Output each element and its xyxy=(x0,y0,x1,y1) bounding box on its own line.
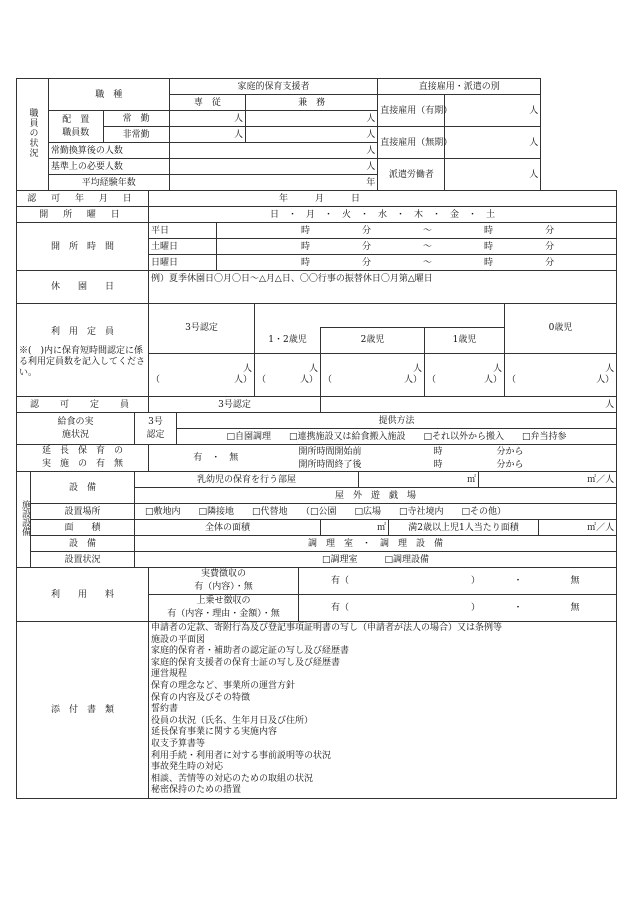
attachment-item: 収支予算書等 xyxy=(151,738,206,749)
attachments-label: 添 付 書 類 xyxy=(17,622,149,799)
capacity-cert3: 3号認定 xyxy=(149,304,255,354)
attachment-item: 事故発生時の対応 xyxy=(151,762,224,773)
hijoukin-kennmu-value[interactable]: 人 xyxy=(246,127,378,143)
meals-method-header: 提供方法 xyxy=(177,413,617,429)
staff-table xyxy=(16,78,616,191)
saturday-hours[interactable]: 時 分 ～ 時 分 xyxy=(217,239,617,255)
cook-equipment-header: 調 理 室 ・ 調 理 設 備 xyxy=(135,536,617,552)
haichi-label: 配 置 職員数 xyxy=(48,111,103,143)
convert-value[interactable]: 人 xyxy=(169,143,378,159)
age2-header: 2歳児 xyxy=(321,328,425,354)
fees-actual-label: 実費徴収の 有（内容）・無 xyxy=(149,568,299,595)
extended-after[interactable]: 開所時間終了後 時 分から xyxy=(283,458,617,472)
approved-capacity-value[interactable]: 人 xyxy=(321,397,617,413)
direct-unfixed-value[interactable]: 人 xyxy=(445,127,541,159)
convert-label: 常勤換算後の人数 xyxy=(48,143,169,159)
holiday-example[interactable]: 例）夏季休園日〇月〇日～△月△日、〇〇行事の振替休日〇月第△曜日 xyxy=(149,271,617,304)
sunday-hours[interactable]: 時 分 ～ 時 分 xyxy=(217,255,617,271)
staff-section-label: 職員の状況 xyxy=(17,79,49,191)
haken-label: 派遣労働者 xyxy=(378,159,445,191)
age1-header: 1歳児 xyxy=(425,328,505,354)
extended-yesno[interactable]: 有 ・ 無 xyxy=(149,445,283,472)
capacity-age12-value[interactable]: 人 （ 人） xyxy=(255,353,321,396)
sunday-label: 日曜日 xyxy=(149,255,217,271)
approval-date-label: 認 可 年 月 日 xyxy=(17,191,149,207)
capacity-age2-value[interactable]: 人 （ 人） xyxy=(321,353,425,396)
status-label: 設置状況 xyxy=(31,552,135,568)
required-value[interactable]: 人 xyxy=(169,159,378,175)
saturday-label: 土曜日 xyxy=(149,239,217,255)
fees-label: 利 用 料 xyxy=(17,568,149,622)
approval-date-value[interactable]: 年 月 日 xyxy=(149,191,617,207)
facility-section-label: 施設設備 xyxy=(17,472,31,568)
direct-fixed-label: 直接雇用（有期） xyxy=(378,95,445,127)
senju-header: 専 従 xyxy=(169,95,245,111)
haken-value[interactable]: 人 xyxy=(445,159,541,191)
attachment-item: 延長保育事業に関する実施内容 xyxy=(151,727,278,738)
avg-years-label: 平均経験年数 xyxy=(48,175,169,191)
fees-table xyxy=(16,567,617,799)
main-table xyxy=(16,190,617,568)
location-label: 設置場所 xyxy=(31,504,135,520)
over2-area-label: 満2歳以上児1人当たり面積 xyxy=(389,520,539,536)
hijoukin-label: 非常勤 xyxy=(103,127,169,143)
open-days-value[interactable]: 日 ・ 月 ・ 火 ・ 水 ・ 木 ・ 金 ・ 土 xyxy=(149,207,617,223)
total-area-value[interactable]: ㎡ xyxy=(321,520,389,536)
holiday-label: 休 園 日 xyxy=(17,271,149,304)
open-hours-label: 開 所 時 間 xyxy=(17,223,149,271)
infant-room-label: 乳幼児の保育を行う部屋 xyxy=(135,472,359,488)
outdoor-label: 屋 外 遊 戯 場 xyxy=(135,488,617,504)
kateiteki-header: 家庭的保育支援者 xyxy=(169,79,378,95)
open-days-label: 開 所 曜 日 xyxy=(17,207,149,223)
location-options[interactable]: □敷地内 □隣接地 □代替地 （□公園 □広場 □寺社境内 □その他） xyxy=(135,504,617,520)
attachment-item: 申請者の定款、寄附行為及び登記事項証明書の写し（申請者が法人の場合）又は条例等 xyxy=(151,623,503,633)
approved-capacity-label: 認 可 定 員 xyxy=(17,397,149,413)
attachment-item: 施設の平面図 xyxy=(151,634,206,645)
attachment-item: 利用手続・利用者に対する事前説明等の状況 xyxy=(151,750,332,761)
required-label: 基準上の必要人数 xyxy=(48,159,169,175)
meals-label: 給食の実 施状況 xyxy=(17,413,135,445)
area-label: 面 積 xyxy=(31,520,135,536)
capacity-cert3-value[interactable]: 人 （ 人） xyxy=(149,353,255,396)
attachment-item: 相談、苦情等の対応のための取組の状況 xyxy=(151,773,314,784)
attachment-item: 保育の理念など、事業所の運営方針 xyxy=(151,680,296,691)
meals-cert: 3号 認定 xyxy=(135,413,177,445)
application-form xyxy=(16,78,616,799)
capacity-note: ※( )内に保育短時間認定に係る利用定員数を記入してください。 xyxy=(19,346,146,378)
cook-equipment-label: 設 備 xyxy=(31,536,135,552)
joukin-senju-value[interactable]: 人 xyxy=(169,111,245,127)
attachment-item: 誓約書 xyxy=(151,704,179,715)
approved-capacity-cert3: 3号認定 xyxy=(149,397,321,413)
capacity-label: 利 用 定 員 xyxy=(50,327,114,337)
equipment-label: 設 備 xyxy=(31,472,135,504)
status-options[interactable]: □調理室 □調理設備 xyxy=(135,552,617,568)
attachment-item: 家庭的保育者・補助者の認定証の写し及び経歴書 xyxy=(151,646,350,657)
fees-extra-value[interactable]: 有（ ） ・ 無 xyxy=(299,595,617,622)
weekday-hours[interactable]: 時 分 ～ 時 分 xyxy=(217,223,617,239)
attachment-item: 家庭的保育支援者の保育士証の写し及び経歴書 xyxy=(151,657,341,668)
avg-years-value[interactable]: 年 xyxy=(169,175,378,191)
direct-fixed-value[interactable]: 人 xyxy=(445,95,541,127)
extended-label: 延 長 保 育 の 実 施 の 有 無 xyxy=(17,445,149,472)
attachment-item: 秘密保持のための措置 xyxy=(151,785,242,796)
weekday-label: 平日 xyxy=(149,223,217,239)
fees-extra-label: 上乗せ徴収の 有（内容・理由・金額）・無 xyxy=(149,595,299,622)
total-area-label: 全体の面積 xyxy=(135,520,321,536)
infant-room-per[interactable]: ㎡／人 xyxy=(479,472,617,488)
capacity-age0-value[interactable]: 人 （ 人） xyxy=(505,353,617,396)
fees-actual-value[interactable]: 有（ ） ・ 無 xyxy=(299,568,617,595)
attachment-item: 役員の状況（氏名、生年月日及び住所） xyxy=(151,715,314,726)
age0-header: 0歳児 xyxy=(505,304,617,354)
infant-room-area[interactable]: ㎡ xyxy=(359,472,479,488)
capacity-label-cell xyxy=(17,304,149,397)
attachments-list xyxy=(149,622,617,799)
hijoukin-senju-value[interactable]: 人 xyxy=(169,127,245,143)
kennmu-header: 兼 務 xyxy=(246,95,378,111)
attachment-item: 保育の内容及びその特徴 xyxy=(151,692,251,703)
age12-header: 1・2歳児 xyxy=(255,328,321,354)
attachment-item: 運営規程 xyxy=(151,669,188,680)
direct-header: 直接雇用・派遣の別 xyxy=(378,79,541,95)
over2-area-value[interactable]: ㎡／人 xyxy=(539,520,617,536)
joukin-kennmu-value[interactable]: 人 xyxy=(246,111,378,127)
extended-before[interactable]: 開所時間開始前 時 分から xyxy=(283,445,617,459)
joukin-label: 常 勤 xyxy=(103,111,169,127)
meals-options[interactable]: □自園調理 □連携施設又は給食搬入施設 □それ以外から搬入 □弁当持参 xyxy=(177,429,617,445)
job-type-label: 職 種 xyxy=(48,79,169,111)
capacity-age1-value[interactable]: 人 （ 人） xyxy=(425,353,505,396)
direct-unfixed-label: 直接雇用（無期） xyxy=(378,127,445,159)
